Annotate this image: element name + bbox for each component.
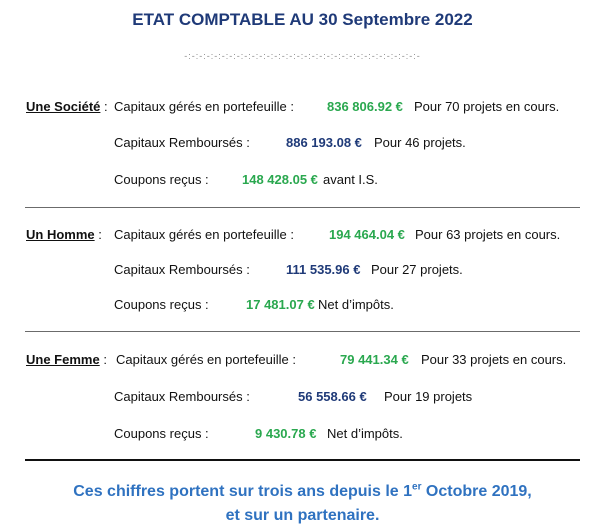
- societe-coupons-note: avant I.S.: [323, 172, 378, 187]
- footer-line-1-text: Ces chiffres portent sur trois ans depuis le 1: [73, 483, 413, 500]
- section-label-homme: Un Homme: [26, 227, 95, 242]
- femme-rembourses-amount: 56 558.66 €: [298, 389, 367, 404]
- section-colon: :: [100, 99, 108, 114]
- footer-ordinal-superscript: er: [412, 481, 422, 493]
- footer-line-1-date: Octobre 2019,: [421, 483, 532, 500]
- societe-capitaux-geres-row: [26, 99, 108, 115]
- femme-header: [26, 352, 107, 368]
- section-separator: [25, 207, 580, 208]
- homme-capitaux-geres-amount: 194 464.04 €: [329, 227, 405, 242]
- femme-capitaux-geres-amount: 79 441.34 €: [340, 352, 409, 367]
- societe-coupons-label: Coupons reçus :: [114, 172, 209, 187]
- femme-coupons-label: Coupons reçus :: [114, 426, 209, 441]
- societe-rembourses-note: Pour 46 projets.: [374, 135, 466, 150]
- femme-coupons-note: Net d’impôts.: [327, 426, 403, 441]
- footer-separator: [25, 459, 580, 461]
- decorative-divider: -:-:-:-:-:-:-:-:-:-:-:-:-:-:-:-:-:-:-:-:-:-:-:-:-:-:-:-:-:-:-:-: [184, 51, 421, 61]
- section-label-societe: Une Société: [26, 99, 101, 114]
- homme-coupons-label: Coupons reçus :: [114, 297, 209, 312]
- societe-coupons-amount: 148 428.05 €: [242, 172, 318, 187]
- homme-capitaux-geres-label: Capitaux gérés en portefeuille :: [114, 227, 294, 242]
- page-title: ETAT COMPTABLE AU 30 Septembre 2022: [132, 10, 473, 29]
- homme-rembourses-note: Pour 27 projets.: [371, 262, 463, 277]
- footer-line-2: et sur un partenaire.: [225, 507, 380, 524]
- homme-header: [26, 227, 102, 243]
- femme-capitaux-geres-label: Capitaux gérés en portefeuille :: [116, 352, 296, 367]
- femme-rembourses-note: Pour 19 projets: [384, 389, 473, 404]
- footer-note: [0, 480, 605, 528]
- societe-rembourses-amount: 886 193.08 €: [286, 135, 362, 150]
- homme-rembourses-amount: 111 535.96 €: [286, 262, 361, 277]
- societe-rembourses-label: Capitaux Remboursés :: [114, 135, 250, 150]
- section-label-femme: Une Femme: [26, 352, 100, 367]
- homme-coupons-note: Net d’impôts.: [318, 297, 394, 312]
- femme-rembourses-label: Capitaux Remboursés :: [114, 389, 250, 404]
- homme-rembourses-label: Capitaux Remboursés :: [114, 262, 250, 277]
- footer-line-1: [0, 480, 605, 504]
- homme-coupons-amount: 17 481.07 €: [246, 297, 315, 312]
- section-separator: [25, 331, 580, 332]
- femme-coupons-amount: 9 430.78 €: [255, 426, 317, 441]
- section-colon: :: [94, 227, 102, 242]
- societe-capitaux-geres-amount: 836 806.92 €: [327, 99, 403, 114]
- homme-capitaux-geres-note: Pour 63 projets en cours.: [415, 227, 561, 242]
- section-colon: :: [99, 352, 107, 367]
- femme-capitaux-geres-note: Pour 33 projets en cours.: [421, 352, 567, 367]
- societe-capitaux-geres-label: Capitaux gérés en portefeuille :: [114, 99, 294, 114]
- societe-capitaux-geres-note: Pour 70 projets en cours.: [414, 99, 560, 114]
